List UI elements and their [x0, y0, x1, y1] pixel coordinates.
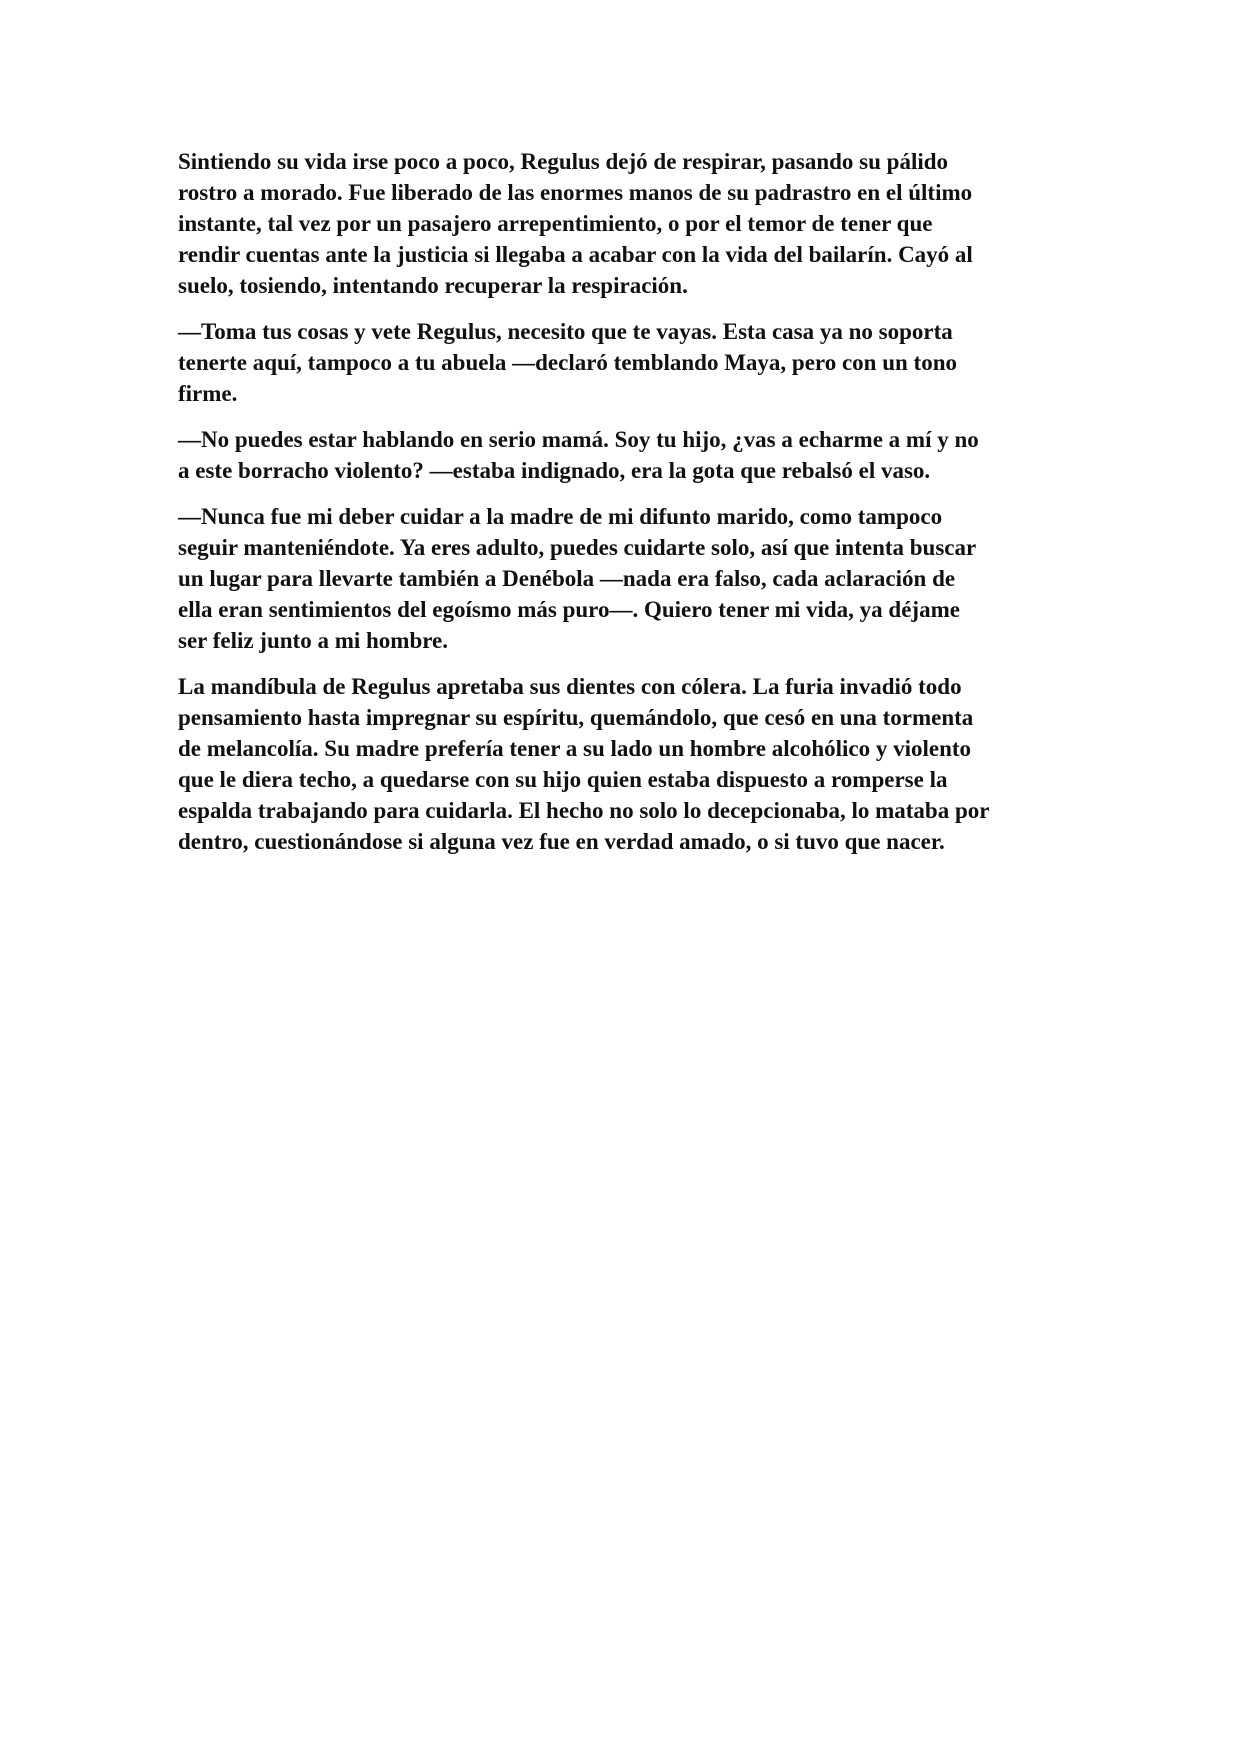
paragraph-2: [178, 316, 1078, 409]
text-line: La mandíbula de Regulus apretaba sus dientes con cólera. La furia invadió todo: [178, 674, 962, 699]
paragraph-4: [178, 501, 1078, 656]
text-line: instante, tal vez por un pasajero arrepentimiento, o por el temor de tener que: [178, 211, 933, 236]
text-line: Sintiendo su vida irse poco a poco, Regulus dejó de respirar, pasando su pálido: [178, 149, 949, 174]
text-line: seguir manteniéndote. Ya eres adulto, puedes cuidarte solo, así que intenta buscar: [178, 535, 977, 560]
text-line: espalda trabajando para cuidarla. El hecho no solo lo decepcionaba, lo mataba por: [178, 798, 990, 823]
text-line: —Nunca fue mi deber cuidar a la madre de mi difunto marido, como tampoco: [178, 504, 943, 529]
text-line: —Toma tus cosas y vete Regulus, necesito que te vayas. Esta casa ya no soporta: [178, 319, 953, 344]
text-line: rendir cuentas ante la justicia si llegaba a acabar con la vida del bailarín. Cayó al: [178, 242, 973, 267]
document-body: [178, 146, 1078, 872]
text-line: ella eran sentimientos del egoísmo más puro—. Quiero tener mi vida, ya déjame: [178, 597, 960, 622]
text-line: pensamiento hasta impregnar su espíritu, quemándolo, que cesó en una tormenta: [178, 705, 974, 730]
text-line: dentro, cuestionándose si alguna vez fue en verdad amado, o si tuvo que nacer.: [178, 829, 945, 854]
text-line: suelo, tosiendo, intentando recuperar la respiración.: [178, 273, 688, 298]
text-line: un lugar para llevarte también a Denébola —nada era falso, cada aclaración de: [178, 566, 956, 591]
paragraph-1: [178, 146, 1078, 301]
paragraph-3: [178, 424, 1078, 486]
text-line: —No puedes estar hablando en serio mamá. Soy tu hijo, ¿vas a echarme a mí y no: [178, 427, 979, 452]
text-line: de melancolía. Su madre prefería tener a su lado un hombre alcohólico y violento: [178, 736, 972, 761]
text-line: a este borracho violento? —estaba indignado, era la gota que rebalsó el vaso.: [178, 458, 931, 483]
text-line: que le diera techo, a quedarse con su hijo quien estaba dispuesto a romperse la: [178, 767, 948, 792]
text-line: rostro a morado. Fue liberado de las enormes manos de su padrastro en el último: [178, 180, 973, 205]
text-line: tenerte aquí, tampoco a tu abuela —declaró temblando Maya, pero con un tono: [178, 350, 958, 375]
text-line: ser feliz junto a mi hombre.: [178, 628, 449, 653]
text-line: firme.: [178, 381, 238, 406]
paragraph-5: [178, 671, 1078, 857]
